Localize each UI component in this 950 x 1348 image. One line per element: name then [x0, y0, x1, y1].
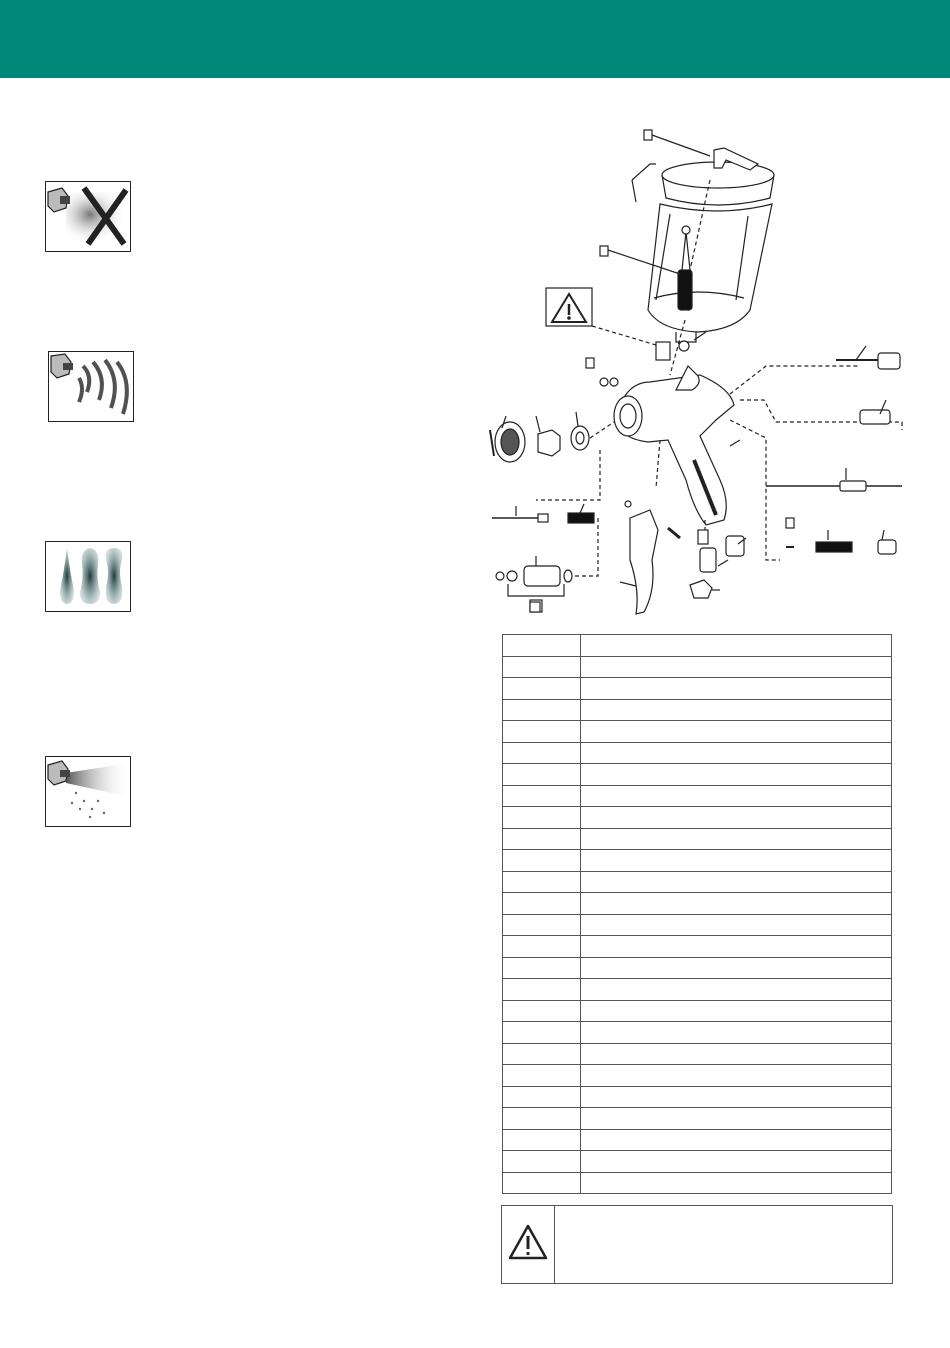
- part-description-cell: [581, 936, 892, 958]
- part-description-cell: [581, 1065, 892, 1087]
- parts-table: [502, 634, 892, 1194]
- table-row: [503, 1108, 892, 1130]
- part-description-cell: [581, 1129, 892, 1151]
- table-row: [503, 678, 892, 700]
- part-number-cell: [503, 1043, 581, 1065]
- part-number-cell: [503, 979, 581, 1001]
- part-number-cell: [503, 893, 581, 915]
- part-description-cell: [581, 635, 892, 657]
- part-description-cell: [581, 871, 892, 893]
- part-number-cell: [503, 828, 581, 850]
- spray-overspray-thumbnail: [45, 756, 131, 827]
- table-row: [503, 871, 892, 893]
- part-number-cell: [503, 785, 581, 807]
- needle-right: [766, 481, 902, 491]
- label-box: [586, 358, 594, 368]
- table-row: [503, 785, 892, 807]
- air-cap: [490, 422, 525, 462]
- retaining-ring: [571, 426, 589, 450]
- table-row: [503, 656, 892, 678]
- spray-gun-exploded-diagram: [480, 120, 920, 620]
- table-row: [503, 807, 892, 829]
- part-description-cell: [581, 742, 892, 764]
- diagram-warning-icon: [546, 288, 592, 326]
- part-description-cell: [581, 1108, 892, 1130]
- part-description-cell: [581, 828, 892, 850]
- paint-cup: [640, 202, 772, 342]
- fluid-valve: [690, 530, 744, 598]
- table-row: [503, 764, 892, 786]
- spray-shapes-thumbnail: [45, 541, 131, 612]
- spray-fault-thumbnail: [45, 181, 131, 252]
- table-row: [503, 1065, 892, 1087]
- table-row: [503, 1043, 892, 1065]
- part-number-cell: [503, 936, 581, 958]
- fluid-needle: [492, 514, 548, 522]
- part-number-cell: [503, 742, 581, 764]
- table-row: [503, 721, 892, 743]
- warning-triangle-icon: [502, 1206, 554, 1283]
- trigger: [625, 501, 680, 614]
- spray-wavy-thumbnail: [48, 351, 134, 422]
- part-number-cell: [503, 1065, 581, 1087]
- part-description-cell: [581, 678, 892, 700]
- air-inlet-fitting: [860, 410, 890, 424]
- part-number-cell: [503, 678, 581, 700]
- table-row: [503, 850, 892, 872]
- part-number-cell: [503, 656, 581, 678]
- part-description-cell: [581, 957, 892, 979]
- part-number-cell: [503, 957, 581, 979]
- part-description-cell: [581, 1043, 892, 1065]
- crossed-spray-fault-icon: [46, 182, 130, 251]
- warning-note-box: [501, 1205, 893, 1284]
- part-number-cell: [503, 1129, 581, 1151]
- cup-lid: [662, 148, 774, 205]
- table-row: [503, 914, 892, 936]
- table-row: [503, 635, 892, 657]
- part-description-cell: [581, 785, 892, 807]
- part-description-cell: [581, 656, 892, 678]
- part-number-cell: [503, 1172, 581, 1194]
- part-number-cell: [503, 914, 581, 936]
- table-row: [503, 979, 892, 1001]
- part-number-cell: [503, 850, 581, 872]
- spray-pattern-shapes-icon: [46, 542, 130, 611]
- part-description-cell: [581, 1086, 892, 1108]
- part-number-cell: [503, 635, 581, 657]
- table-row: [503, 936, 892, 958]
- part-description-cell: [581, 1022, 892, 1044]
- gun-body: [614, 366, 734, 525]
- part-description-cell: [581, 893, 892, 915]
- overspray-icon: [46, 757, 130, 826]
- table-row: [503, 1129, 892, 1151]
- pattern-adjuster: [836, 353, 900, 369]
- table-row: [503, 1151, 892, 1173]
- table-row: [503, 893, 892, 915]
- wavy-spray-icon: [49, 352, 133, 421]
- table-row: [503, 828, 892, 850]
- part-number-cell: [503, 699, 581, 721]
- table-row: [503, 1172, 892, 1194]
- label-box: [786, 518, 794, 528]
- part-description-cell: [581, 721, 892, 743]
- label-box: [644, 130, 652, 140]
- part-description-cell: [581, 979, 892, 1001]
- part-description-cell: [581, 807, 892, 829]
- part-number-cell: [503, 721, 581, 743]
- part-description-cell: [581, 1151, 892, 1173]
- table-row: [503, 742, 892, 764]
- label-box: [600, 246, 608, 256]
- part-number-cell: [503, 764, 581, 786]
- part-description-cell: [581, 699, 892, 721]
- table-row: [503, 957, 892, 979]
- note-icon-cell: [502, 1206, 555, 1283]
- table-row: [503, 1000, 892, 1022]
- table-row: [503, 699, 892, 721]
- header-bar: [0, 0, 950, 78]
- part-description-cell: [581, 850, 892, 872]
- needle-spring: [568, 513, 594, 523]
- part-description-cell: [581, 1172, 892, 1194]
- part-number-cell: [503, 1022, 581, 1044]
- part-description-cell: [581, 764, 892, 786]
- label-box: [530, 602, 540, 612]
- part-number-cell: [503, 1000, 581, 1022]
- table-row: [503, 1022, 892, 1044]
- table-row: [503, 1086, 892, 1108]
- part-number-cell: [503, 807, 581, 829]
- part-description-cell: [581, 1000, 892, 1022]
- nozzle: [538, 430, 560, 456]
- part-number-cell: [503, 1086, 581, 1108]
- spring-right: [786, 540, 896, 554]
- part-number-cell: [503, 1108, 581, 1130]
- part-description-cell: [581, 914, 892, 936]
- part-number-cell: [503, 871, 581, 893]
- part-number-cell: [503, 1151, 581, 1173]
